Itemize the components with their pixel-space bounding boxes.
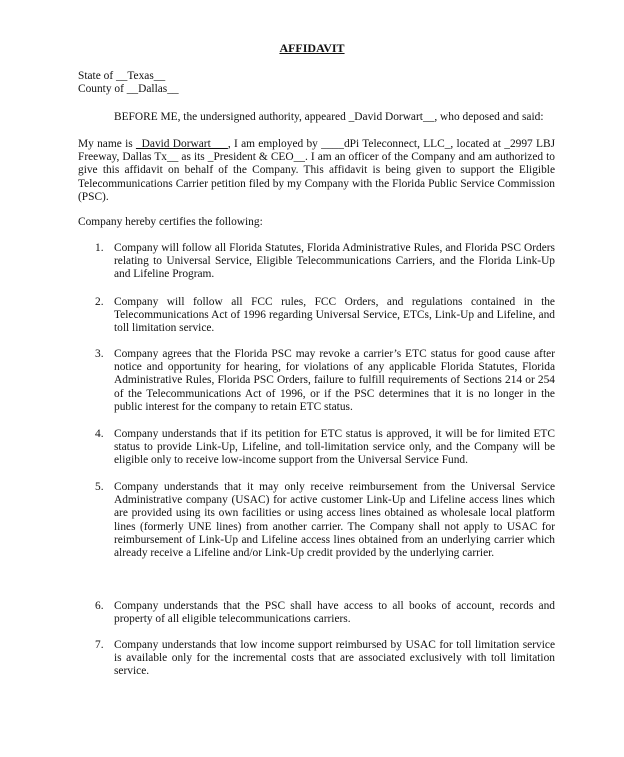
venue-block [78, 70, 554, 96]
list-item [95, 639, 555, 679]
item-text: Company understands that it may only receive reimbursement from the Universal Service Administrative company (USAC) for active customer Link-Up and Lifeline access lines which are provided using its own facilities or using access lines obtained as wholesale local platform lines (formerly UNE lines) from another carrier. The Company shall not apply to USAC for reimbursement of Link-Up and Lifeline access lines obtained from an underlying carrier which already receive a Lifeline and/or Link-Up credit provided by the underlying carrier. [114, 481, 555, 560]
affiant-name: _David Dorwart___ [135, 138, 228, 150]
document-title: AFFIDAVIT [279, 41, 345, 55]
item-number: 7. [95, 639, 104, 651]
item-text: Company agrees that the Florida PSC may revoke a carrier’s ETC status for good cause after notice and opportunity for hearing, for violations of any applicable Florida Statutes, Florida Administrative Rules, Florida PSC Orders, failure to fulfill requirements of Sections 214 or 254 of the Telecommunications Act of 1996, or if the PSC determines that it is no longer in the public interest for the company to retain ETC status. [114, 348, 555, 413]
item-text: Company understands that the PSC shall have access to all books of account, records and property of all eligible telecommunications carriers. [114, 600, 555, 626]
item-number: 2. [95, 296, 104, 308]
list-item [95, 348, 555, 414]
my-name-rest: , I am employed by ____dPi Teleconnect, LLC_, located at _2997 LBJ Freeway, Dallas Tx__ as its _President & CEO__. I am an officer of the Company and am authorized to give this affidavit on behalf of the Company. This affidavit is being given to support the Eligible Telecommunications Carrier petition filed by my Company with the Florida Public Service Commission (PSC). [78, 138, 556, 203]
certifies-paragraph: Company hereby certifies the following: [78, 216, 263, 228]
county-line: County of __Dallas__ [78, 83, 179, 96]
item-number: 5. [95, 481, 104, 493]
list-item [95, 600, 555, 626]
state-line: State of __Texas__ [78, 70, 166, 82]
item-text: Company will follow all FCC rules, FCC Orders, and regulations contained in the Telecommunications Act of 1996 regarding Universal Service, ETCs, Link-Up and Lifeline, and toll limitation service. [114, 296, 555, 335]
item-number: 3. [95, 348, 104, 360]
list-item [95, 481, 555, 560]
list-item [95, 242, 555, 282]
item-number: 4. [95, 428, 104, 440]
item-text: Company will follow all Florida Statutes, Florida Administrative Rules, and Florida PSC Orders relating to Universal Service, Eligible Telecommunications Carriers, and the Florida Link-Up and Lifeline Program. [114, 242, 555, 281]
my-name-prefix: My name is [78, 138, 136, 150]
my-name-paragraph [78, 138, 555, 204]
list-item [95, 296, 555, 336]
list-item [95, 428, 555, 468]
item-number: 6. [95, 600, 104, 612]
before-me-paragraph: BEFORE ME, the undersigned authority, appeared _David Dorwart__, who deposed and said: [114, 111, 544, 123]
item-number: 1. [95, 242, 104, 254]
item-text: Company understands that low income support reimbursed by USAC for toll limitation service is available only for the incremental costs that are associated exclusively with toll limitation service. [114, 639, 555, 678]
item-text: Company understands that if its petition for ETC status is approved, it will be for limited ETC status to provide Link-Up, Lifeline, and toll-limitation service only, and the Company will be eligible only to receive low-income support from the Universal Service Fund. [114, 428, 555, 467]
